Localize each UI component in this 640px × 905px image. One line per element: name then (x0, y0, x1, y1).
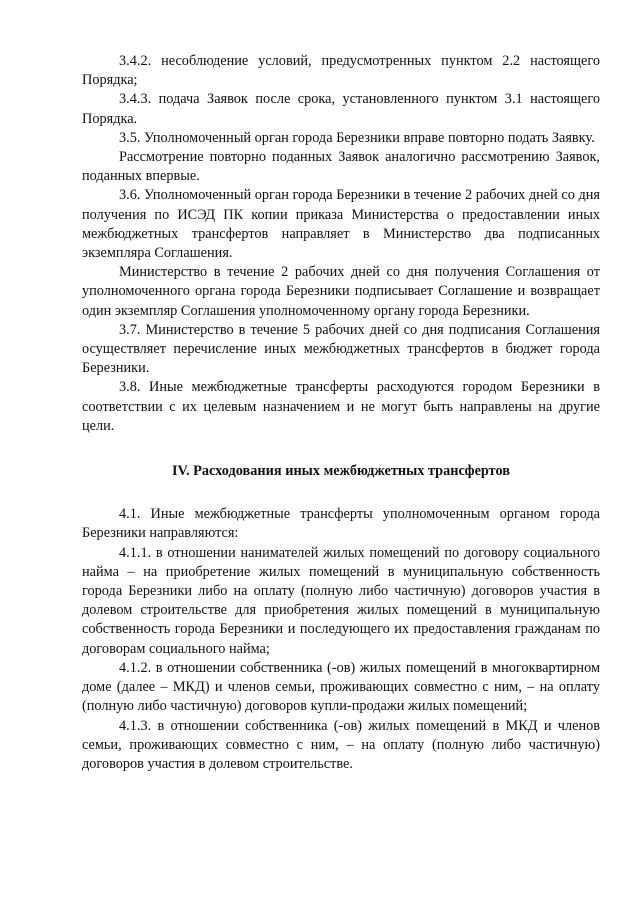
paragraph-resubmission: Рассмотрение повторно поданных Заявок аналогично рассмотрению Заявок, поданных впервые. (82, 149, 600, 185)
paragraph-3-6: 3.6. Уполномоченный орган города Березники в течение 2 рабочих дней со дня получения по ИСЭД ПК копии приказа Министерства о предоставлении иных межбюджетных трансфертов направляет в Министерство два подписанных экземпляра Соглашения. (82, 187, 600, 262)
paragraph-3-4-3: 3.4.3. подача Заявок после срока, установленного пунктом 3.1 настоящего Порядка. (82, 91, 600, 127)
paragraph-3-7: 3.7. Министерство в течение 5 рабочих дней со дня подписания Соглашения осуществляет перечисление иных межбюджетных трансфертов в бюджет города Березники. (82, 321, 600, 377)
paragraph-3-8: 3.8. Иные межбюджетные трансферты расходуются городом Березники в соответствии с их целевым назначением и не могут быть направлены на другие цели. (82, 379, 600, 434)
section-heading: IV. Расходования иных межбюджетных трансфертов (171, 463, 511, 480)
paragraph-4-1: 4.1. Иные межбюджетные трансферты уполномоченным органом города Березники направляются: (82, 506, 600, 542)
paragraph-4-1-2: 4.1.2. в отношении собственника (-ов) жилых помещений в многоквартирном доме (далее – МКД) и членов семьи, проживающих совместно с ним, – на оплату (полную либо частичную) договоров купли-продажи жилых помещений; (82, 659, 600, 715)
paragraph-4-1-3: 4.1.3. в отношении собственника (-ов) жилых помещений в МКД и членов семьи, проживающих совместно с ним, – на оплату (полную либо частичную) договоров участия в долевом строительстве. (82, 717, 600, 772)
paragraph-ministry-signing: Министерство в течение 2 рабочих дней со дня получения Соглашения от уполномоченного органа города Березники подписывает Соглашение и возвращает один экземпляр Соглашения уполномоченному органу города Березники. (82, 264, 600, 319)
paragraph-3-5: 3.5. Уполномоченный орган города Березники вправе повторно подать Заявку. (119, 129, 595, 146)
paragraph-3-4-2: 3.4.2. несоблюдение условий, предусмотренных пунктом 2.2 настоящего Порядка; (82, 53, 600, 89)
paragraph-4-1-1: 4.1.1. в отношении нанимателей жилых помещений по договору социального найма – на приобретение жилых помещений в муниципальную собственность города Березники либо на оплату (полную либо частичную) договоров участия в долевом строительстве для приобретения жилых помещений в муниципальную собственность города Березники и последующего их предоставления гражданам по договорам социального найма; (82, 544, 600, 657)
